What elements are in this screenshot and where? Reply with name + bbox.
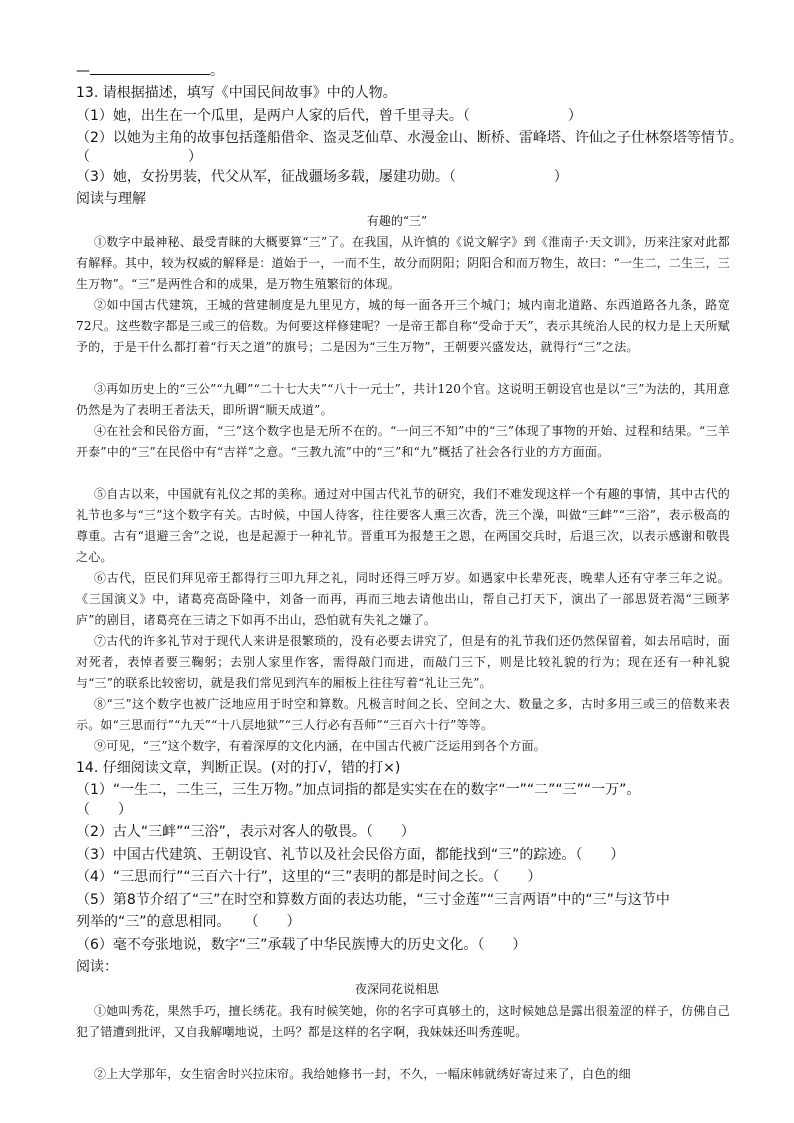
article1-paragraph-2: ②如中国古代建筑，王城的营建制度是九里见方，城的每一面各开三个城门；城内南北道路、东西道路各九条，路宽72尺。这些数字都是三或三的倍数。为何要这样修建呢？一是帝王都自称“受命于天”，表示其统治人民的权力是上天所赋予的，于是干什么都打着“行天之道”的旗号；二是因为“三生万物”，王朝要兴盛发达，就得行“三”之法。 <box>76 298 730 354</box>
q13-item-3: （3）她，女扮男装，代父从军，征战疆场多载，屡建功勋。（ ） <box>76 169 568 185</box>
q14-stem: 14. 仔细阅读文章，判断正误。(对的打√，错的打×) <box>76 760 401 776</box>
article1-paragraph-1: ①数字中最神秘、最受青睐的大概要算“三”了。在我国，从许慎的《说文解字》到《淮南子·天文训》，历来注家对此都有解释。其中，较为权威的解释是：道始于一，一而不生，故分而阴阳；阴阳合和而万物生，故曰：“一生二，二生三，三生万物”。“三”是两性合和的成果，是万物生殖繁衍的体现。 <box>76 235 730 291</box>
q14-item-5-cont: 列举的“三”的意思相同。 （ ） <box>76 914 301 930</box>
q14-item-4: （4）“三思而行”“三百六十行”，这里的“三”表明的都是时间之长。（ ） <box>76 869 542 885</box>
q14-item-5: （5）第8节介绍了“三”在时空和算数方面的表达功能，“三寸金莲”“三言两语”中的“三”与这节中 <box>76 892 670 908</box>
q14-item-6: （6）毫不夸张地说，数字“三”承载了中华民族博大的历史文化。（ ） <box>76 937 527 953</box>
q13-item-2: （2）以她为主角的故事包括蓬船借伞、盗灵芝仙草、水漫金山、断桥、雷峰塔、许仙之子仕林祭塔等情节。 <box>76 130 743 146</box>
q14-item-2: （2）古人“三衅”“三浴”，表示对客人的敬畏。（ ） <box>76 824 415 840</box>
article1-paragraph-7: ⑦古代的许多礼节对于现代人来讲是很繁琐的，没有必要去讲究了，但是有的礼节我们还仍然保留着，如去吊唁时，面对死者，表悼者要三鞠躬；去别人家里作客，需得敲门而进，而敲门三下，则是比较礼貌的行为；现在还有一种礼貌与“三”的联系比较密切，就是我们常见到汽车的厢板上往往写着“礼让三先”。 <box>76 634 730 690</box>
q14-item-3: （3）中国古代建筑、王朝设官、礼节以及社会民俗方面，都能找到“三”的踪迹。（ ） <box>76 847 625 863</box>
q14-item-1: （1）“一生二，二生三，三生万物。”加点词指的都是实实在在的数字“一”“二”“三”“一万”。 <box>76 782 641 798</box>
article1-paragraph-6: ⑥古代，臣民们拜见帝王都得行三叩九拜之礼，同时还得三呼万岁。如遇家中长辈死丧，晚辈人还有守孝三年之说。《三国演义》中，诸葛亮高卧隆中，刘备一而再，再而三地去请他出山，帮自己打天下，演出了一部思贤若渴“三顾茅庐”的剧目，诸葛亮在三请之下如再不出山，恐怕就有失礼之嫌了。 <box>76 571 730 627</box>
section-heading-reading-2: 阅读： <box>76 959 118 975</box>
q13-item-2-answer: （ ） <box>76 149 202 165</box>
article2-title: 夜深同花说相思 <box>354 982 439 996</box>
article1-paragraph-5: ⑤自古以来，中国就有礼仪之邦的美称。通过对中国古代礼节的研究，我们不难发现这样一个有趣的事情，其中古代的礼节也多与“三”这个数字有关。古时候，中国人待客，往往要客人熏三次香，洗三个澡，叫做“三衅”“三浴”，表示极高的尊重。古有“退避三舍”之说，也是起源于一种礼节。晋重耳为报楚王之恩，在两国交兵时，后退三次，以表示感谢和敬畏之心。 <box>76 487 730 564</box>
dash-text: — <box>76 63 90 79</box>
q13-stem: 13. 请根据描述，填写《中国民间故事》中的人物。 <box>76 85 397 101</box>
article1-paragraph-4: ④在社会和民俗方面，“三”这个数字也是无所不在的。“一问三不知”中的“三”体现了事物的开始、过程和结果。“三羊开泰”中的“三”在民俗中有“吉祥”之意。“三教九流”中的“三”和“九”概括了社会各行业的方方面面。 <box>76 424 730 459</box>
article1-paragraph-3: ③再如历史上的“三公”“九卿”“二十七大夫”“八十一元士”，共计120个官。这说明王朝设官也是以“三”为法的，其用意仍然是为了表明王者法天，即所谓“顺天成道”。 <box>76 382 730 417</box>
answer-line <box>76 60 736 81</box>
q13-item-1: （1）她，出生在一个瓜里，是两户人家的后代，曾千里寻夫。（ ） <box>76 108 582 124</box>
answer-blank <box>90 60 210 75</box>
article1-paragraph-9: ⑨可见，“三”这个数字，有着深厚的文化内涵，在中国古代被广泛运用到各个方面。 <box>94 739 546 753</box>
article2-paragraph-2: ②上大学那年，女生宿舍时兴拉床帘。我给她修书一封，不久，一幅床帏就绣好寄过来了，白色的细 <box>94 1067 631 1081</box>
article1-paragraph-8: ⑧“三”这个数字也被广泛地应用于时空和算数。凡极言时间之长、空间之大、数量之多，古时多用三或三的倍数来表示。如“三思而行”“九天”“十八层地狱”“三人行必有吾师”“三百六十行”等等。 <box>76 697 730 732</box>
article2-paragraph-1: ①她叫秀花，果然手巧，擅长绣花。我有时候笑她，你的名字可真够土的，这时候她总是露出很羞涩的样子，仿佛自己犯了错遭到批评，又自我解嘲地说，土吗？都是这样的名字啊，我妹妹还叫秀莲呢。 <box>76 1004 730 1039</box>
q14-item-1-answer: （ ） <box>76 802 132 818</box>
period-text: 。 <box>210 63 224 79</box>
section-heading-reading: 阅读与理解 <box>76 191 146 207</box>
article1-title: 有趣的“三” <box>366 214 428 228</box>
